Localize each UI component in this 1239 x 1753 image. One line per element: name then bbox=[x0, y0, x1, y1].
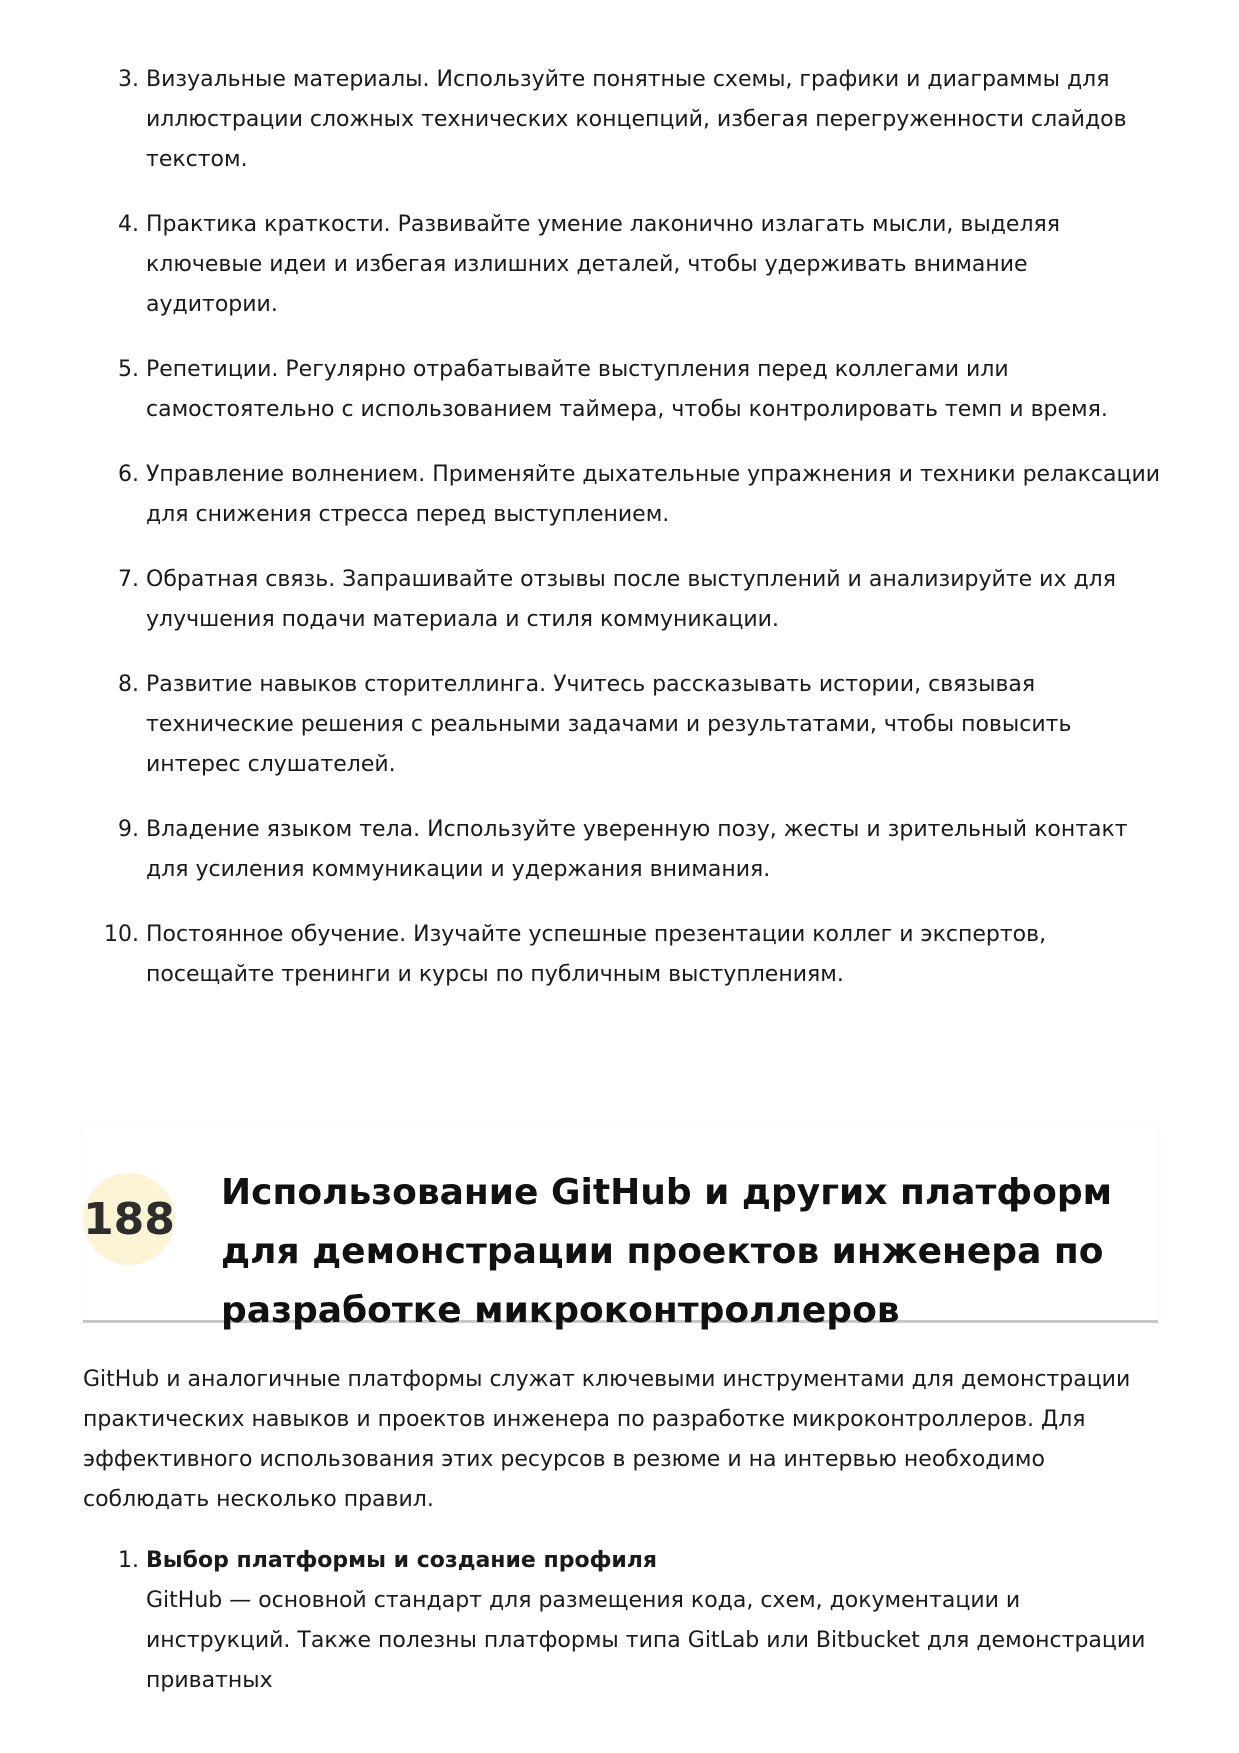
list-item bbox=[84, 560, 1164, 640]
list-item-text: Визуальные материалы. Используйте понятные схемы, графики и диаграммы для иллюстрации сложных технических концепций, избегая перегруженности слайдов текстом. bbox=[146, 67, 1127, 172]
list-item-number: 10. bbox=[104, 922, 139, 947]
list-item-number: 6. bbox=[118, 462, 139, 487]
list-item-text: Управление волнением. Применяйте дыхательные упражнения и техники релаксации для снижения стресса перед выступлением. bbox=[146, 462, 1161, 527]
list-item bbox=[84, 60, 1164, 180]
practice-tips-list bbox=[84, 60, 1164, 1020]
section-number-badge: 188 bbox=[83, 1173, 175, 1265]
section-title: Использование GitHub и других платформ для демонстрации проектов инженера по разработке микроконтроллеров bbox=[221, 1171, 1113, 1331]
intro-paragraph: GitHub и аналогичные платформы служат ключевыми инструментами для демонстрации практических навыков и проектов инженера по разработке микроконтроллеров. Для эффективного использования этих ресурсов в резюме и на интервью необходимо соблюдать несколько правил. bbox=[83, 1367, 1131, 1512]
list-item bbox=[84, 810, 1164, 890]
section-header bbox=[83, 1127, 1158, 1331]
list-item-number: 4. bbox=[118, 212, 139, 237]
list-item-text: Владение языком тела. Используйте уверенную позу, жесты и зрительный контакт для усиления коммуникации и удержания внимания. bbox=[146, 817, 1128, 882]
list-item bbox=[84, 455, 1164, 535]
list-item bbox=[84, 915, 1164, 995]
list-item bbox=[84, 205, 1164, 325]
list-item-number: 8. bbox=[118, 672, 139, 697]
list-item-text: Обратная связь. Запрашивайте отзывы после выступлений и анализируйте их для улучшения подачи материала и стиля коммуникации. bbox=[146, 567, 1116, 632]
list-item-number: 9. bbox=[118, 817, 139, 842]
list-item-text: Репетиции. Регулярно отрабатывайте выступления перед коллегами или самостоятельно с использованием таймера, чтобы контролировать темп и время. bbox=[146, 357, 1108, 422]
list-item-text: GitHub — основной стандарт для размещения кода, схем, документации и инструкций. Также полезны платформы типа GitLab или Bitbucket для демонстрации приватных bbox=[146, 1588, 1146, 1693]
list-item-number: 1. bbox=[118, 1548, 139, 1573]
list-item-number: 3. bbox=[118, 67, 139, 92]
list-item-text: Развитие навыков сторителлинга. Учитесь рассказывать истории, связывая технические решения с реальными задачами и результатами, чтобы повысить интерес слушателей. bbox=[146, 672, 1072, 777]
list-item bbox=[84, 350, 1164, 430]
list-item-number: 7. bbox=[118, 567, 139, 592]
list-item-text: Постоянное обучение. Изучайте успешные презентации коллег и экспертов, посещайте тренинги и курсы по публичным выступлениям. bbox=[146, 922, 1047, 987]
list-item-number: 5. bbox=[118, 357, 139, 382]
list-item bbox=[84, 665, 1164, 785]
list-item-heading: Выбор платформы и создание профиля bbox=[146, 1548, 658, 1573]
github-rules-list bbox=[84, 1541, 1164, 1701]
list-item-text: Практика краткости. Развивайте умение лаконично излагать мысли, выделяя ключевые идеи и избегая излишних деталей, чтобы удерживать внимание аудитории. bbox=[146, 212, 1060, 317]
list-item bbox=[84, 1541, 1164, 1701]
